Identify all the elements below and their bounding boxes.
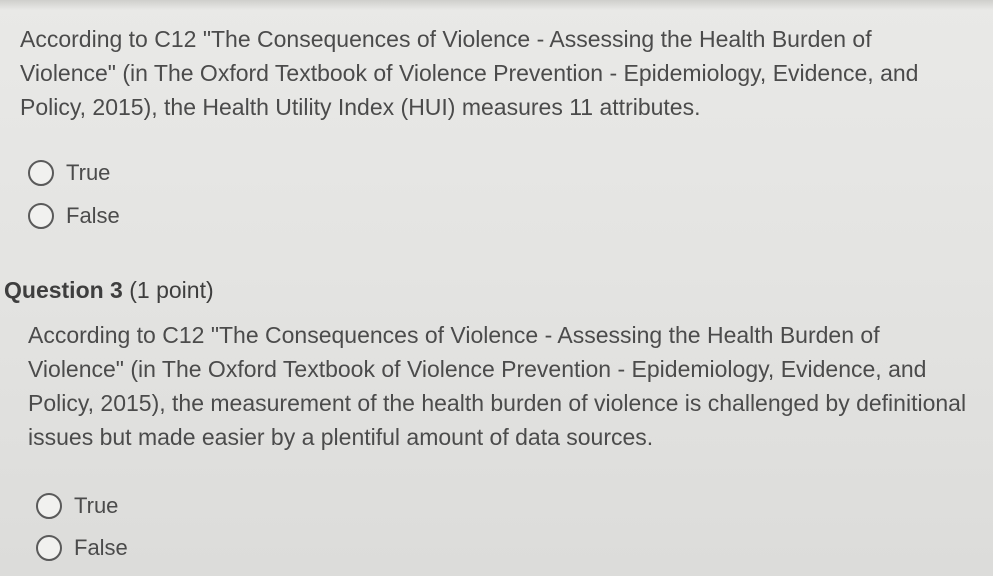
radio-icon[interactable] — [36, 493, 62, 519]
q2-option-true-label[interactable]: True — [66, 160, 111, 185]
q2-option-false-label[interactable]: False — [66, 203, 120, 228]
q3-option-false[interactable] — [36, 532, 128, 564]
question-2-text: According to C12 "The Consequences of Violence - Assessing the Health Burden of Violence" (in The Oxford Textbook of Violence Prevention - Epidemiology, Evidence, and Policy, 2015), the Health Utility Index (HUI) measures 11 attributes. — [20, 26, 919, 120]
question-3-points: (1 point) — [122, 277, 214, 303]
q2-option-true[interactable] — [28, 157, 110, 189]
question-3-text: According to C12 "The Consequences of Violence - Assessing the Health Burden of Violence" (in The Oxford Textbook of Violence Prevention - Epidemiology, Evidence, and Policy, 2015), the measurement of the health burden of violence is challenged by definitional issues but made easier by a plentiful amount of data sources. — [28, 322, 967, 450]
q3-option-true[interactable] — [36, 490, 118, 522]
question-3-title: Question 3 — [4, 277, 123, 303]
q3-option-true-label[interactable]: True — [74, 493, 119, 518]
q3-option-false-label[interactable]: False — [74, 535, 128, 560]
top-edge-divider — [0, 0, 993, 10]
radio-icon[interactable] — [28, 160, 54, 186]
radio-icon[interactable] — [36, 535, 62, 561]
q2-option-false[interactable] — [28, 200, 120, 232]
radio-icon[interactable] — [28, 203, 54, 229]
question-3-header — [4, 277, 214, 304]
